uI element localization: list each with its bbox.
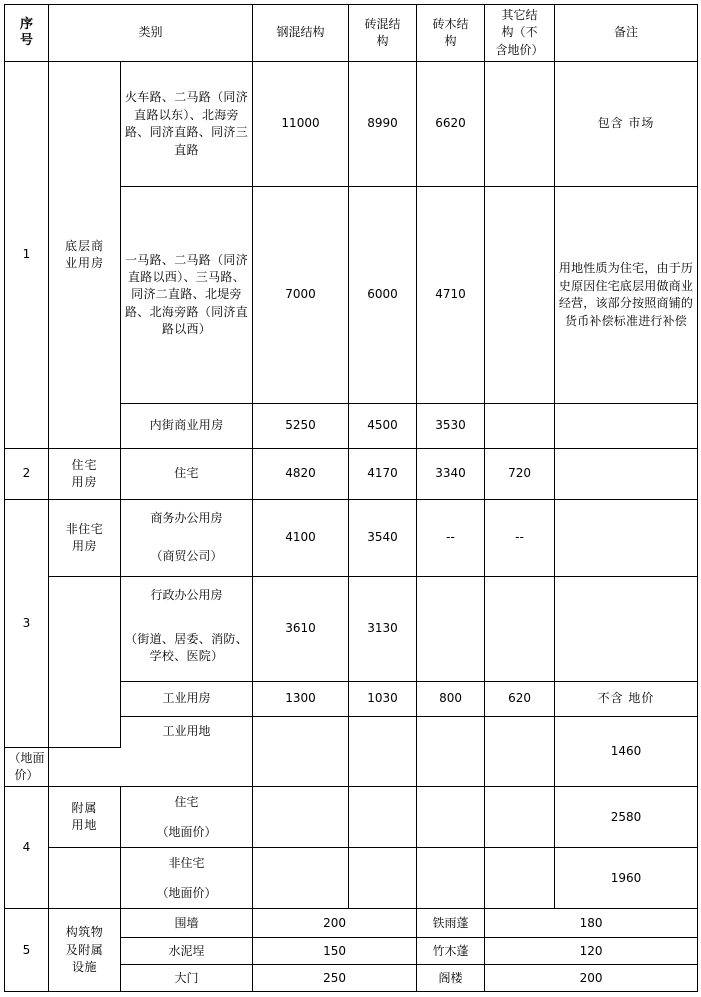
remark-cell: 不含 地价 [555,682,698,717]
value-gangh [253,787,349,848]
value-zhuanhun: 1030 [349,682,417,717]
value-zhuanhun: 4170 [349,449,417,500]
sub-category-desc: 住宅 [121,449,253,500]
value-other [485,848,555,909]
row-group-spacer [49,577,121,748]
value-zhuanhun: 8990 [349,62,417,187]
row-group-line2: 业用房 [64,256,104,271]
value-other [485,787,555,848]
sub-category-desc-sub: （地面价） [5,747,49,787]
row-group-line3: 设施 [71,960,97,975]
value-other: -- [485,500,555,577]
value-gangh [253,848,349,909]
value-gangh: 3610 [253,577,349,682]
header-other-line1: 其它结 [501,8,538,22]
value-zhuanmu [417,787,485,848]
value-other [485,62,555,187]
row-group-line1: 构筑物 [65,925,104,940]
structure-value-a: 150 [253,938,417,965]
structure-value-b: 180 [485,909,698,938]
remark-cell [555,404,698,449]
table-row [5,577,698,616]
header-seq-line2: 号 [19,33,33,49]
row-group-label [49,449,121,500]
remark-cell: 包含 市场 [555,62,698,187]
row-group-line2: 用地 [71,818,98,833]
structure-value-b: 200 [485,965,698,992]
table-row [5,848,698,879]
remark-cell: 用地性质为住宅，由于历史原因住宅底层用做商业经营，该部分按照商铺的货币补偿标准进行补偿 [555,187,698,404]
structure-name-a: 围墙 [121,909,253,938]
value-gangh [253,717,349,787]
table-row [5,909,698,938]
structure-name-b: 阁楼 [417,965,485,992]
value-zhuanhun [349,717,417,787]
sub-category-desc: 工业用地 [121,717,253,748]
structure-name-b: 铁雨蓬 [417,909,485,938]
row-group-line1: 附属 [71,801,98,816]
table-row [5,787,698,818]
row-index: 4 [5,787,49,909]
value-zhuanhun: 4500 [349,404,417,449]
value-zhuanhun [349,787,417,848]
value-gangh: 7000 [253,187,349,404]
sub-category-desc: 一马路、二马路（同济直路以西）、三马路、同济二直路、北堤旁路、北海旁路（同济直路以西） [121,187,253,404]
table-row [5,500,698,539]
header-seq [5,5,49,62]
row-group-label [49,500,121,577]
sub-category-desc-sub: （地面价） [121,817,253,848]
value-other [485,717,555,787]
value-zhuanmu [417,848,485,909]
sub-category-desc: 工业用房 [121,682,253,717]
value-zhuanmu: 3340 [417,449,485,500]
header-remark: 备注 [555,5,698,62]
remark-cell [555,577,698,682]
table-header-row [5,5,698,62]
row-group-line2: 及附属 [65,942,104,957]
row-index: 5 [5,909,49,992]
header-other [485,5,555,62]
remark-cell [555,449,698,500]
value-zhuanmu [417,577,485,682]
value-zhuanmu: 6620 [417,62,485,187]
row-index: 2 [5,449,49,500]
row-group-spacer [49,848,121,909]
header-seq-line1: 序 [19,17,33,33]
sub-category-desc-sub: （商贸公司） [121,538,253,577]
value-zhuanmu: 800 [417,682,485,717]
remark-cell: 1460 [555,717,698,787]
row-group-label [49,62,121,449]
sub-category-desc: 内街商业用房 [121,404,253,449]
structure-name-a: 大门 [121,965,253,992]
sub-category-desc: 商务办公用房 [121,500,253,539]
value-other [485,187,555,404]
row-group-label [49,909,121,992]
table-row [5,449,698,500]
value-zhuanhun: 6000 [349,187,417,404]
value-zhuanmu: 3530 [417,404,485,449]
value-gangh: 5250 [253,404,349,449]
row-group-line1: 住宅 [71,457,98,472]
header-other-line3: 含地价） [495,42,544,57]
remark-cell: 2580 [555,787,698,848]
header-zhuanhun [349,5,417,62]
row-group-line1: 底层商 [64,238,104,253]
sub-category-desc: 住宅 [121,787,253,818]
value-zhuanhun: 3130 [349,577,417,682]
header-category: 类别 [49,5,253,62]
row-group-line2: 用房 [71,475,98,490]
value-gangh: 4820 [253,449,349,500]
structure-value-a: 250 [253,965,417,992]
header-zhuanmu-line1: 砖木结 [432,16,469,31]
value-zhuanhun: 3540 [349,500,417,577]
row-group-line2: 用房 [71,539,97,554]
value-other: 720 [485,449,555,500]
row-group-label [49,787,121,848]
structure-value-b: 120 [485,938,698,965]
value-zhuanmu: -- [417,500,485,577]
table-row [5,62,698,187]
header-other-line2: 构（不 [501,25,538,40]
value-gangh: 4100 [253,500,349,577]
value-zhuanhun [349,848,417,909]
sub-category-desc-sub: （街道、居委、消防、学校、医院） [121,615,253,682]
value-zhuanmu [417,717,485,787]
value-other [485,577,555,682]
sub-category-desc: 非住宅 [121,848,253,879]
header-zhuanhun-line1: 砖混结 [364,16,401,31]
remark-cell [555,500,698,577]
value-zhuanmu: 4710 [417,187,485,404]
row-index: 1 [5,62,49,449]
structure-name-a: 水泥埕 [121,938,253,965]
header-zhuanmu-line2: 构 [444,34,457,49]
remark-cell: 1960 [555,848,698,909]
header-zhuanhun-line2: 构 [376,34,389,49]
compensation-table [4,4,698,992]
structure-name-b: 竹木蓬 [417,938,485,965]
header-zhuanmu [417,5,485,62]
value-gangh: 11000 [253,62,349,187]
structure-value-a: 200 [253,909,417,938]
value-other [485,404,555,449]
header-gangh: 钢混结构 [253,5,349,62]
value-gangh: 1300 [253,682,349,717]
sub-category-desc: 行政办公用房 [121,577,253,616]
row-index: 3 [5,500,49,748]
sub-category-desc-sub: （地面价） [121,878,253,909]
row-group-line1: 非住宅 [65,521,104,536]
sub-category-desc: 火车路、二马路（同济直路以东）、北海旁路、同济直路、同济三直路 [121,62,253,187]
value-other: 620 [485,682,555,717]
